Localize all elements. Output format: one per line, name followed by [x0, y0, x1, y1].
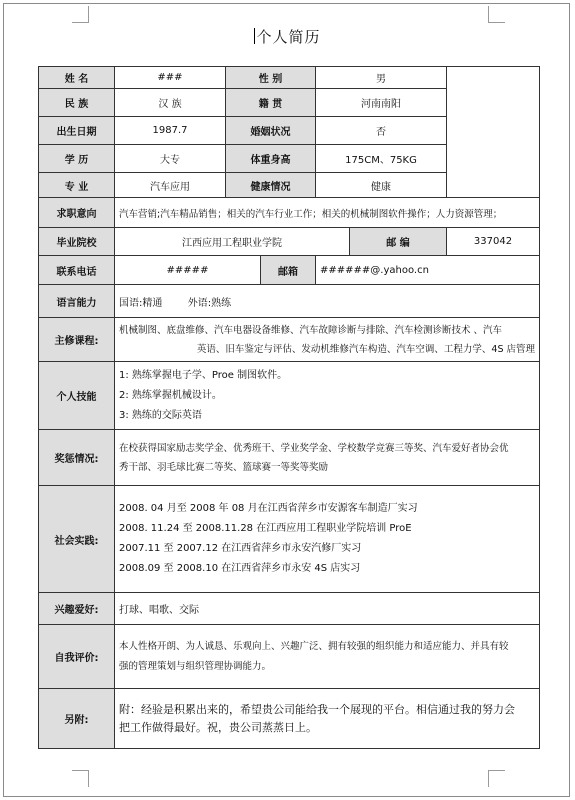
awards-value[interactable]: [115, 430, 540, 486]
courses-line-2: 英语、旧车鉴定与评估、发动机维修汽车构造、汽车空调、工程力学、4S 店管理: [196, 343, 536, 355]
zip-value[interactable]: 337042: [447, 228, 540, 256]
ethnicity-label: 民 族: [39, 89, 115, 117]
row-courses: [39, 318, 540, 362]
skills-line-1: 1: 熟练掌握电子学、Proe 制图软件。: [119, 369, 288, 381]
courses-label: 主修课程:: [39, 318, 115, 362]
education-value[interactable]: 大专: [115, 145, 226, 173]
health-value[interactable]: 健康: [316, 173, 447, 198]
awards-line-1: 在校获得国家励志奖学金、优秀班干、学业奖学金、学校数学竞赛三等奖、汽车爱好者协会优: [119, 442, 509, 454]
name-label: 姓 名: [39, 67, 115, 89]
row-language: [39, 285, 540, 318]
skills-value[interactable]: [115, 362, 540, 430]
name-value[interactable]: ###: [115, 67, 226, 89]
marital-value[interactable]: 否: [316, 117, 447, 145]
row-name: [39, 67, 540, 89]
practice-value[interactable]: [115, 486, 540, 593]
practice-line-3: 2007.11 至 2007.12 在江西省萍乡市永安汽修厂实习: [119, 543, 362, 554]
email-label: 邮箱: [261, 256, 316, 285]
email-value[interactable]: ######@.yahoo.cn: [316, 256, 540, 285]
evaluation-line-1: 本人性格开朗、为人诚恳、乐观向上、兴趣广泛、拥有较强的组织能力和适应能力、并具有较: [119, 640, 509, 652]
language-value[interactable]: 国语:精通 外语:熟练: [115, 285, 540, 318]
note-line-2: 把工作做得最好。祝，贵公司蒸蒸日上。: [119, 720, 317, 734]
crop-mark-bottom-left: [72, 770, 89, 787]
body-value[interactable]: 175CM、75KG: [316, 145, 447, 173]
zip-label: 邮 编: [350, 228, 447, 256]
skills-line-2: 2: 熟练掌握机械设计。: [119, 389, 222, 401]
page-title[interactable]: 个人简历: [256, 28, 321, 46]
intent-label: 求职意向: [39, 198, 115, 228]
gender-value[interactable]: 男: [316, 67, 447, 89]
major-value[interactable]: 汽车应用: [115, 173, 226, 198]
major-label: 专 业: [39, 173, 115, 198]
skills-label: 个人技能: [39, 362, 115, 430]
origin-label: 籍 贯: [226, 89, 316, 117]
birth-label: 出生日期: [39, 117, 115, 145]
photo-cell[interactable]: [447, 67, 540, 198]
row-note: [39, 689, 540, 749]
practice-line-2: 2008. 11.24 至 2008.11.28 在江西应用工程职业学院培训 ProE: [119, 523, 412, 534]
row-school: [39, 228, 540, 256]
hobbies-label: 兴趣爱好:: [39, 593, 115, 625]
row-intent: [39, 198, 540, 228]
hobbies-value[interactable]: 打球、唱歌、交际: [115, 593, 540, 625]
row-practice: [39, 486, 540, 593]
row-awards: [39, 430, 540, 486]
birth-value[interactable]: 1987.7: [115, 117, 226, 145]
origin-value[interactable]: 河南南阳: [316, 89, 447, 117]
row-hobbies: [39, 593, 540, 625]
evaluation-label: 自我评价:: [39, 625, 115, 689]
practice-label: 社会实践:: [39, 486, 115, 593]
health-label: 健康情况: [226, 173, 316, 198]
evaluation-line-2: 强的管理策划与组织管理协调能力。: [119, 660, 272, 672]
intent-value[interactable]: 汽车营销;汽车精品销售；相关的汽车行业工作；相关的机械制图软件操作；人力资源管理；: [115, 198, 540, 228]
courses-value[interactable]: [115, 318, 540, 362]
note-label: 另附:: [39, 689, 115, 749]
row-evaluation: [39, 625, 540, 689]
practice-line-1: 2008. 04 月至 2008 年 08 月在江西省萍乡市安源客车制造厂实习: [119, 503, 418, 514]
education-label: 学 历: [39, 145, 115, 173]
crop-mark-top-left: [72, 6, 89, 23]
body-label: 体重身高: [226, 145, 316, 173]
note-value[interactable]: [115, 689, 540, 749]
awards-label: 奖惩情况:: [39, 430, 115, 486]
phone-value[interactable]: #####: [115, 256, 261, 285]
crop-mark-top-right: [488, 6, 505, 23]
gender-label: 性 别: [226, 67, 316, 89]
resume-table: [38, 66, 540, 749]
awards-line-2: 秀干部、羽毛球比赛二等奖、篮球赛一等奖等奖励: [119, 461, 329, 473]
row-skills: [39, 362, 540, 430]
school-value[interactable]: 江西应用工程职业学院: [115, 228, 350, 256]
row-contact: [39, 256, 540, 285]
language-label: 语言能力: [39, 285, 115, 318]
school-label: 毕业院校: [39, 228, 115, 256]
courses-line-1: 机械制图、底盘维修、汽车电器设备维修、汽车故障诊断与排除、汽车检测诊断技术 、汽车: [119, 324, 503, 336]
crop-mark-bottom-right: [488, 770, 505, 787]
note-line-1: 附：经验是积累出来的，希望贵公司能给我一个展现的平台。相信通过我的努力会: [119, 702, 515, 716]
practice-line-4: 2008.09 至 2008.10 在江西省萍乡市永安 4S 店实习: [119, 563, 361, 574]
evaluation-value[interactable]: [115, 625, 540, 689]
phone-label: 联系电话: [39, 256, 115, 285]
marital-label: 婚姻状况: [226, 117, 316, 145]
skills-line-3: 3: 熟练的交际英语: [119, 409, 202, 421]
ethnicity-value[interactable]: 汉 族: [115, 89, 226, 117]
